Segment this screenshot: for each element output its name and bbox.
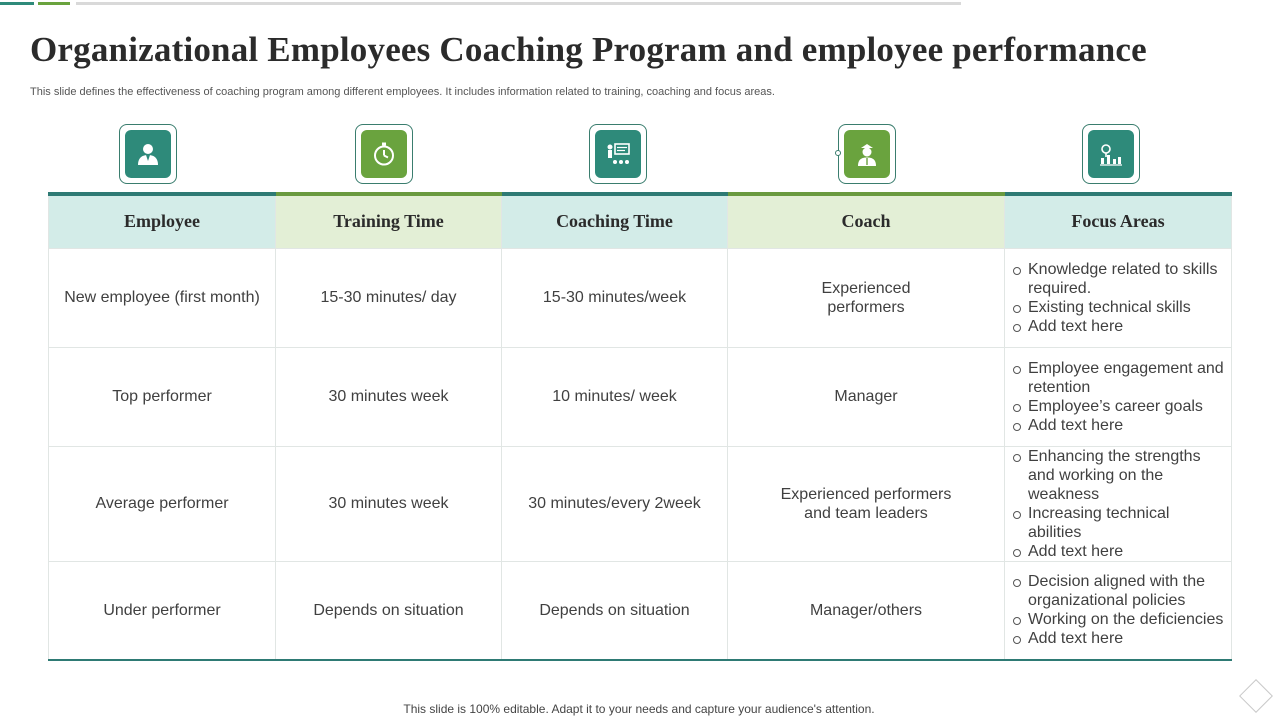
header-employee: Employee [49, 194, 276, 248]
table-row [49, 248, 1232, 347]
cell-focus-areas [1005, 347, 1232, 446]
focus-item: Working on the deficiencies [1011, 610, 1227, 629]
page-subtitle: This slide defines the effectiveness of coaching program among different employees. It includes information related to training, coaching and focus areas. [30, 86, 775, 98]
focus-item: Existing technical skills [1011, 298, 1227, 317]
header-focus-areas: Focus Areas [1005, 194, 1232, 248]
focus-item: Employee’s career goals [1011, 397, 1227, 416]
cell-focus-areas [1005, 561, 1232, 660]
focus-chart-icon [1098, 141, 1124, 167]
cell-coaching-time: 30 minutes/every 2week [502, 446, 728, 561]
employee-icon [135, 141, 161, 167]
table-row [49, 347, 1232, 446]
stopwatch-icon [371, 141, 397, 167]
focus-item: Knowledge related to skills required. [1011, 260, 1227, 298]
cell-coach [728, 248, 1005, 347]
focus-item: Increasing technical abilities [1011, 504, 1227, 542]
focus-item: Add text here [1011, 542, 1227, 561]
focus-item: Add text here [1011, 317, 1227, 336]
focus-item: Add text here [1011, 416, 1227, 435]
top-accent-bar-green [38, 2, 70, 5]
cell-coach-text: Experienced performers [821, 279, 911, 316]
top-accent-bar-teal [0, 2, 34, 5]
header-coach: Coach [728, 194, 1005, 248]
cell-training-time: 15-30 minutes/ day [276, 248, 502, 347]
cell-training-time: Depends on situation [276, 561, 502, 660]
cell-employee: New employee (first month) [49, 248, 276, 347]
cell-employee: Average performer [49, 446, 276, 561]
focus-chart-icon-box [1082, 124, 1140, 184]
cell-coach: Manager [728, 347, 1005, 446]
footer-note: This slide is 100% editable. Adapt it to your needs and capture your audience's attention. [403, 702, 875, 716]
table-row [49, 561, 1232, 660]
cell-focus-areas [1005, 248, 1232, 347]
employee-icon-box [119, 124, 177, 184]
cell-training-time: 30 minutes week [276, 347, 502, 446]
top-accent-bar-gray [76, 2, 961, 5]
table-row [49, 446, 1232, 561]
cell-employee: Top performer [49, 347, 276, 446]
header-training-time: Training Time [276, 194, 502, 248]
focus-item: Enhancing the strengths and working on the weakness [1011, 447, 1227, 504]
focus-item: Employee engagement and retention [1011, 359, 1227, 397]
focus-item: Decision aligned with the organizational policies [1011, 572, 1227, 610]
focus-item: Add text here [1011, 629, 1227, 648]
coach-icon [854, 141, 880, 167]
presentation-icon [605, 141, 631, 167]
coaching-table [48, 192, 1232, 661]
page-title: Organizational Employees Coaching Program and employee performance [30, 30, 1147, 69]
cell-coach: Manager/others [728, 561, 1005, 660]
cell-focus-areas [1005, 446, 1232, 561]
table-header-row [49, 194, 1232, 248]
coach-icon-box [838, 124, 896, 184]
cell-coaching-time: Depends on situation [502, 561, 728, 660]
header-coaching-time: Coaching Time [502, 194, 728, 248]
cell-training-time: 30 minutes week [276, 446, 502, 561]
cell-coaching-time: 15-30 minutes/week [502, 248, 728, 347]
presentation-icon-box [589, 124, 647, 184]
cell-coach-text: Experienced performers and team leaders [780, 485, 952, 522]
cell-employee: Under performer [49, 561, 276, 660]
cell-coach [728, 446, 1005, 561]
stopwatch-icon-box [355, 124, 413, 184]
cell-coaching-time: 10 minutes/ week [502, 347, 728, 446]
